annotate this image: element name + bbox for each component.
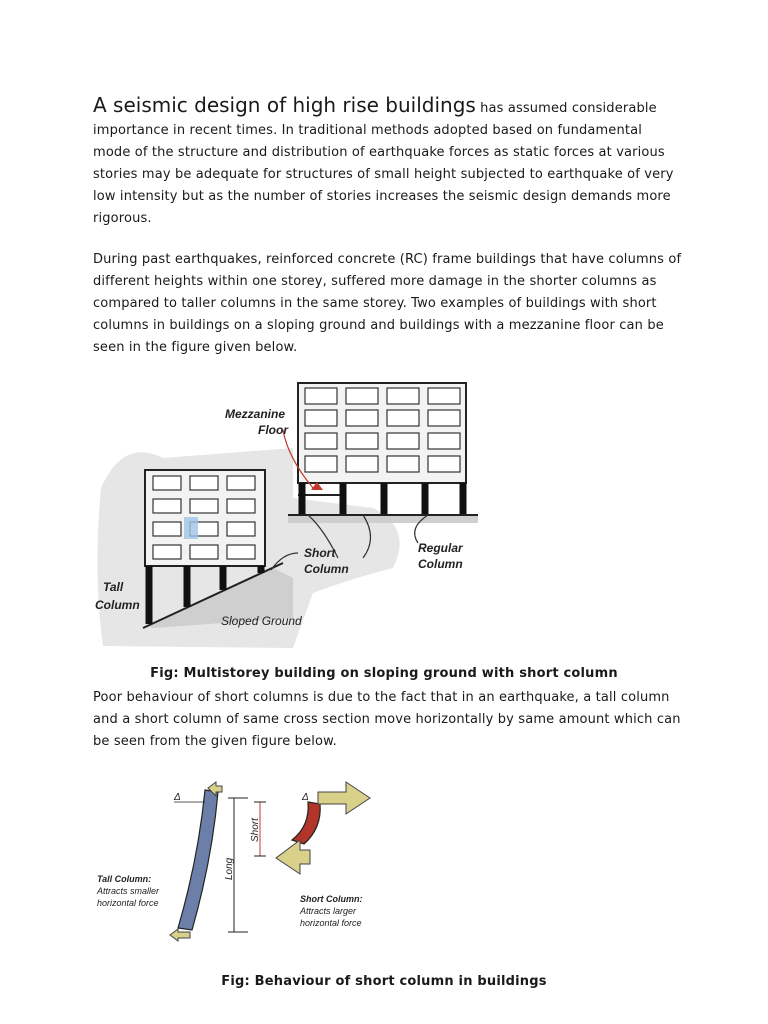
intro-text: has assumed considerable importance in recent times. In traditional methods adopted based on fundamental mode of the structure and distribution of earthquake forces as static forces at various stories may be adequate for structures of small height subjected to earthquake of very low intensity but as the number of stories increases the seismic design demands more rigorous. [93,101,674,226]
figure2-caption: Fig: Behaviour of short column in buildings [221,974,547,989]
label-long: Long [224,857,235,880]
label-regular-1: Regular [418,541,463,555]
label-regular-2: Column [418,557,463,571]
label-tall-1: Tall [103,580,124,594]
label-tall-2: Column [95,598,140,612]
short-column-bottom-arrow [276,840,310,874]
tall-label-1: Tall Column: [97,874,152,884]
short-label-3: horizontal force [300,918,362,928]
highlight-patch [184,517,198,539]
label-short: Short [250,818,261,842]
label-short-2: Column [304,562,349,576]
label-mezzanine-1: Mezzanine [225,407,286,421]
flat-ground-hatch [288,515,478,523]
short-column-top-arrow [318,782,370,814]
short-column [292,802,320,844]
label-short-1: Short [304,546,336,560]
label-sloped-ground: Sloped Ground [221,614,302,628]
delta-left: Δ [174,792,181,803]
short-column-paragraph: During past earthquakes, reinforced concrete (RC) frame buildings that have columns of different heights within one storey, suffered more damage in the shorter columns as compared to taller columns in the same storey. Two examples of buildings with short columns in buildings on a sloping ground and buildings with a mezzanine floor can be seen in the figure given below. [93,252,682,355]
tall-column-bottom-arrow [170,929,190,941]
label-mezzanine-2: Floor [258,423,288,437]
short-label-1: Short Column: [300,894,363,904]
tall-label-2: Attracts smaller [97,886,160,896]
column-behaviour-figure [97,770,386,950]
short-label-2: Attracts larger [300,906,357,916]
intro-title: A seismic design of high rise buildings [93,93,476,117]
behaviour-paragraph: Poor behaviour of short columns is due to the fact that in an earthquake, a tall column and a short column of same cross section move horizontally by same amount which can be seen from the given figure below. [93,690,681,749]
sloping-ground-figure [93,378,493,648]
sloping-ground-illustration [93,378,493,648]
column-behaviour-illustration [97,770,386,950]
tall-label-3: horizontal force [97,898,159,908]
delta-right: Δ [302,792,309,803]
figure1-caption: Fig: Multistorey building on sloping ground with short column [150,666,618,681]
intro-paragraph [93,94,683,230]
tall-column [178,790,218,930]
